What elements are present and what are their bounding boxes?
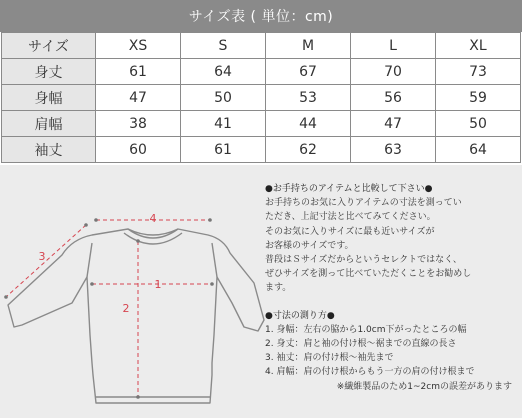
table-cell: 56	[351, 85, 436, 111]
size-chart-title: サイズ表 ( 単位：cm)	[188, 9, 334, 25]
compare-text-line: お客様のサイズです。	[265, 240, 354, 251]
endpoint-marker	[136, 239, 140, 243]
endpoint-marker	[136, 395, 140, 399]
shoulder-measure-label: 4	[149, 212, 157, 225]
table-cell: 44	[266, 111, 351, 137]
size-column-header: XS	[96, 33, 181, 59]
table-row	[2, 137, 521, 163]
tshirt-outline	[8, 229, 264, 403]
table-cell: 41	[181, 111, 266, 137]
size-column-header: L	[351, 33, 436, 59]
size-corner-cell: サイズ	[2, 33, 96, 59]
measurement-info	[265, 182, 522, 394]
row-label: 肩幅	[2, 111, 96, 137]
compare-text-line: ます。	[265, 283, 292, 294]
table-cell: 73	[436, 59, 521, 85]
table-cell: 47	[351, 111, 436, 137]
size-header-row	[2, 33, 521, 59]
table-cell: 64	[436, 137, 521, 163]
endpoint-marker	[84, 223, 88, 227]
tshirt-sleeve-seam-left	[87, 243, 92, 277]
tshirt-sleeve-seam-right	[212, 243, 217, 277]
table-cell: 62	[266, 137, 351, 163]
tshirt-collar-outline	[124, 229, 182, 244]
table-row	[2, 111, 521, 137]
endpoint-marker	[94, 218, 98, 222]
table-cell: 50	[181, 85, 266, 111]
table-cell: 53	[266, 85, 351, 111]
width-measure-label: 1	[154, 278, 162, 291]
table-cell: 63	[351, 137, 436, 163]
length-measure-label: 2	[122, 302, 130, 315]
compare-text-line: ただき、上記寸法と比べてみてください。	[265, 212, 436, 223]
measurement-endpoints	[4, 218, 214, 399]
method-line: 2. 身丈：肩と袖の付け根～裾までの直線の長さ	[265, 339, 457, 350]
table-row	[2, 85, 521, 111]
table-cell: 61	[181, 137, 266, 163]
table-cell: 67	[266, 59, 351, 85]
endpoint-marker	[210, 282, 214, 286]
size-table	[1, 32, 521, 163]
table-cell: 50	[436, 111, 521, 137]
compare-text-line: そのお気に入りサイズに最も近いサイズが	[265, 226, 435, 237]
sleeve-measure-line	[6, 225, 86, 297]
method-line: 4. 肩幅：肩の付け根からもう一方の肩の付け根まで	[265, 367, 475, 378]
endpoint-marker	[4, 295, 8, 299]
measurement-guides	[6, 220, 212, 397]
tolerance-note: ※繊維製品のため1~2cmの誤差があります	[336, 381, 512, 392]
table-cell: 38	[96, 111, 181, 137]
endpoint-marker	[208, 218, 212, 222]
table-cell: 61	[96, 59, 181, 85]
method-heading: ●寸法の測り方●	[265, 310, 335, 321]
table-cell: 60	[96, 137, 181, 163]
compare-text-line: ぜひサイズを測って比べていただくことをお勧めし	[265, 269, 472, 280]
size-column-header: M	[266, 33, 351, 59]
table-cell: 59	[436, 85, 521, 111]
sleeve-measure-label: 3	[38, 250, 46, 263]
row-label: 袖丈	[2, 137, 96, 163]
row-label: 身幅	[2, 85, 96, 111]
tshirt-diagram	[0, 165, 265, 418]
endpoint-marker	[90, 282, 94, 286]
section-spacer	[265, 296, 522, 309]
method-line: 3. 袖丈：肩の付け根～袖先まで	[265, 353, 394, 364]
table-cell: 70	[351, 59, 436, 85]
table-row	[2, 59, 521, 85]
table-cell: 64	[181, 59, 266, 85]
size-column-header: XL	[436, 33, 521, 59]
method-line: 1. 身幅：左右の脇から1.0cm下がったところの幅	[265, 324, 467, 335]
measurement-panel	[0, 165, 522, 418]
table-cell: 47	[96, 85, 181, 111]
compare-text-line: お手持ちのお気に入りアイテムの寸法を測ってい	[265, 198, 462, 209]
size-chart-title-bar	[0, 0, 522, 32]
compare-text-line: 普段はＳサイズだからというセレクトではなく、	[265, 255, 462, 266]
compare-heading: ●お手持ちのアイテムと比較して下さい●	[265, 184, 433, 194]
row-label: 身丈	[2, 59, 96, 85]
size-column-header: S	[181, 33, 266, 59]
tshirt-body-outline	[8, 229, 264, 403]
